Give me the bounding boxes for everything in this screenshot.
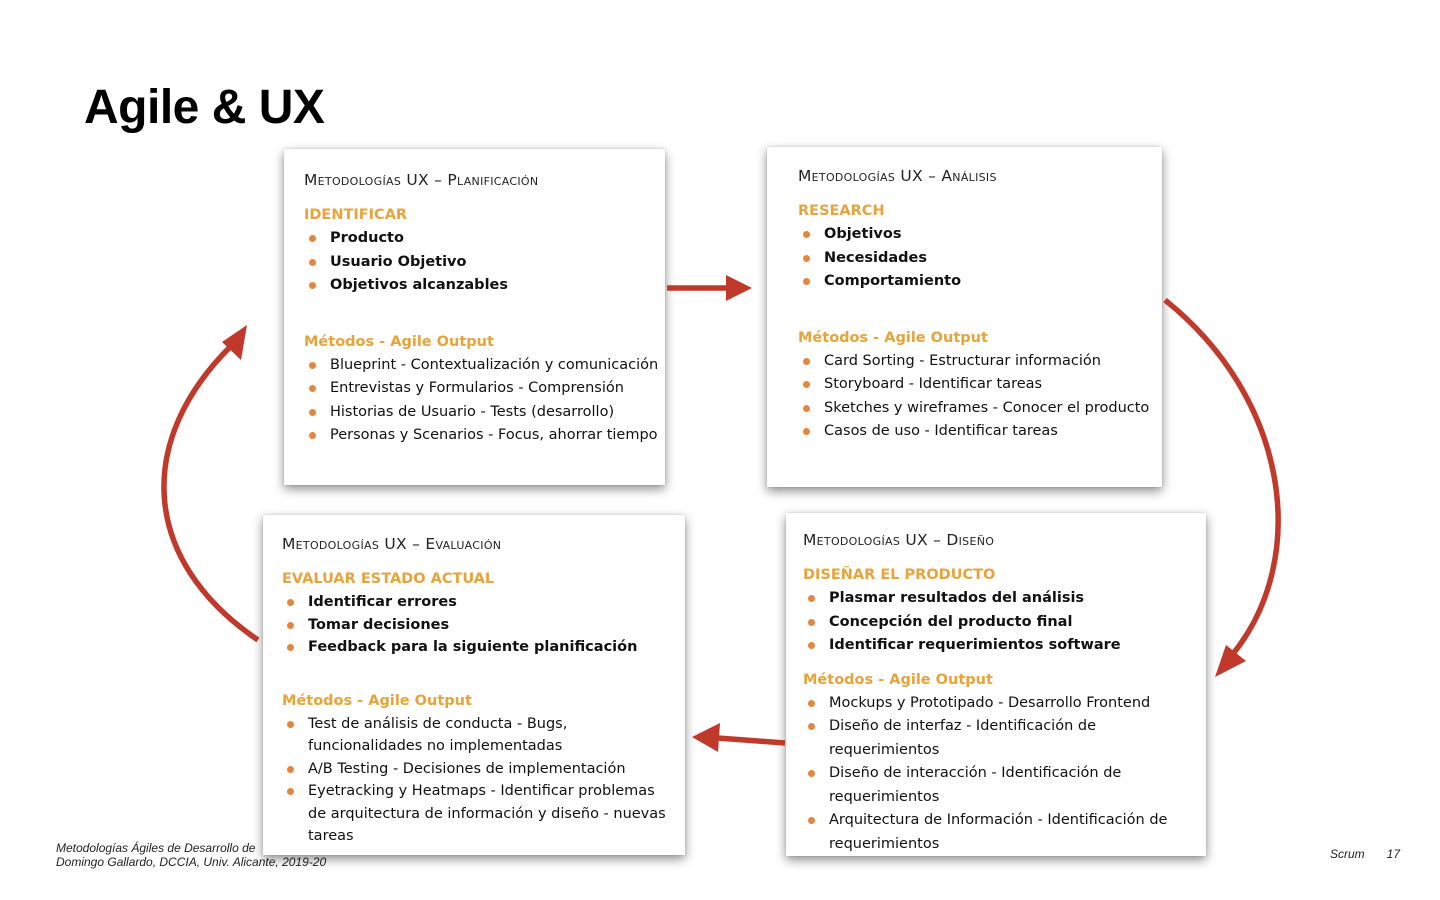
list-item: Concepción del producto final [803, 611, 1206, 635]
arrow-evaluacion-to-planificacion [164, 345, 258, 640]
list-item: Test de análisis de conducta - Bugs, funcionalidades no implementadas [282, 713, 671, 758]
list-item: Storyboard - Identificar tareas [798, 373, 1162, 397]
list-item: Necesidades [798, 247, 1162, 271]
section-heading: EVALUAR ESTADO ACTUAL [282, 571, 495, 587]
list-item: Objetivos alcanzables [304, 274, 665, 298]
list-item: Sketches y wireframes - Conocer el producto [798, 397, 1162, 421]
list-item: Diseño de interfaz - Identificación de requerimientos [803, 715, 1198, 762]
card-title: Metodologías UX – Diseño [803, 531, 995, 549]
card-title: Metodologías UX – Análisis [798, 167, 997, 185]
arrow-diseno-to-evaluacion [718, 738, 785, 743]
list-item: Objetivos [798, 223, 1162, 247]
list-item: Plasmar resultados del análisis [803, 587, 1206, 611]
page-number: 17 [1386, 847, 1400, 861]
section-heading: IDENTIFICAR [304, 207, 408, 223]
card-title: Metodologías UX – Evaluación [282, 535, 502, 553]
list-item: Historias de Usuario - Tests (desarrollo) [304, 401, 665, 425]
list-item: Identificar requerimientos software [803, 634, 1206, 658]
list-item: Card Sorting - Estructurar información [798, 350, 1162, 374]
list-item: Blueprint - Contextualización y comunicación [304, 354, 665, 378]
methods-heading: Métodos - Agile Output [803, 671, 993, 688]
methods-heading: Métodos - Agile Output [282, 692, 472, 709]
arrowhead-left [692, 723, 720, 752]
slide-title: Agile & UX [84, 81, 325, 134]
list-item: Usuario Objetivo [304, 251, 665, 275]
list-item: Identificar errores [282, 591, 685, 614]
list-item: Personas y Scenarios - Focus, ahorrar tiempo [304, 424, 665, 448]
section-heading: DISEÑAR EL PRODUCTO [803, 567, 996, 583]
list-item: Diseño de interacción - Identificación de requerimientos [803, 762, 1198, 809]
arrowhead-right [726, 275, 752, 301]
arrow-analisis-to-diseno [1165, 300, 1278, 655]
list-item: Arquitectura de Información - Identificación de requerimientos [803, 809, 1198, 856]
methods-heading: Métodos - Agile Output [304, 333, 494, 350]
list-item: Comportamiento [798, 270, 1162, 294]
list-item: Entrevistas y Formularios - Comprensión [304, 377, 665, 401]
methods-heading: Métodos - Agile Output [798, 329, 988, 346]
arrowhead-down [1215, 645, 1246, 677]
footer-section: Scrum [1329, 847, 1365, 861]
list-item: Eyetracking y Heatmaps - Identificar problemas de arquitectura de información y diseño - nuevas tareas [282, 780, 671, 848]
list-item: Mockups y Prototipado - Desarrollo Frontend [803, 692, 1198, 716]
list-item: Tomar decisiones [282, 614, 685, 637]
list-item: Feedback para la siguiente planificación [282, 636, 685, 659]
list-item: Casos de uso - Identificar tareas [798, 420, 1162, 444]
section-heading: RESEARCH [798, 203, 885, 219]
list-item: Producto [304, 227, 665, 251]
card-title: Metodologías UX – Planificación [304, 171, 539, 189]
footer-course: Metodologías Ágiles de Desarrollo de [56, 841, 256, 855]
list-item: A/B Testing - Decisiones de implementación [282, 758, 671, 781]
footer-author: Domingo Gallardo, DCCIA, Univ. Alicante, 2019-20 [56, 855, 327, 869]
